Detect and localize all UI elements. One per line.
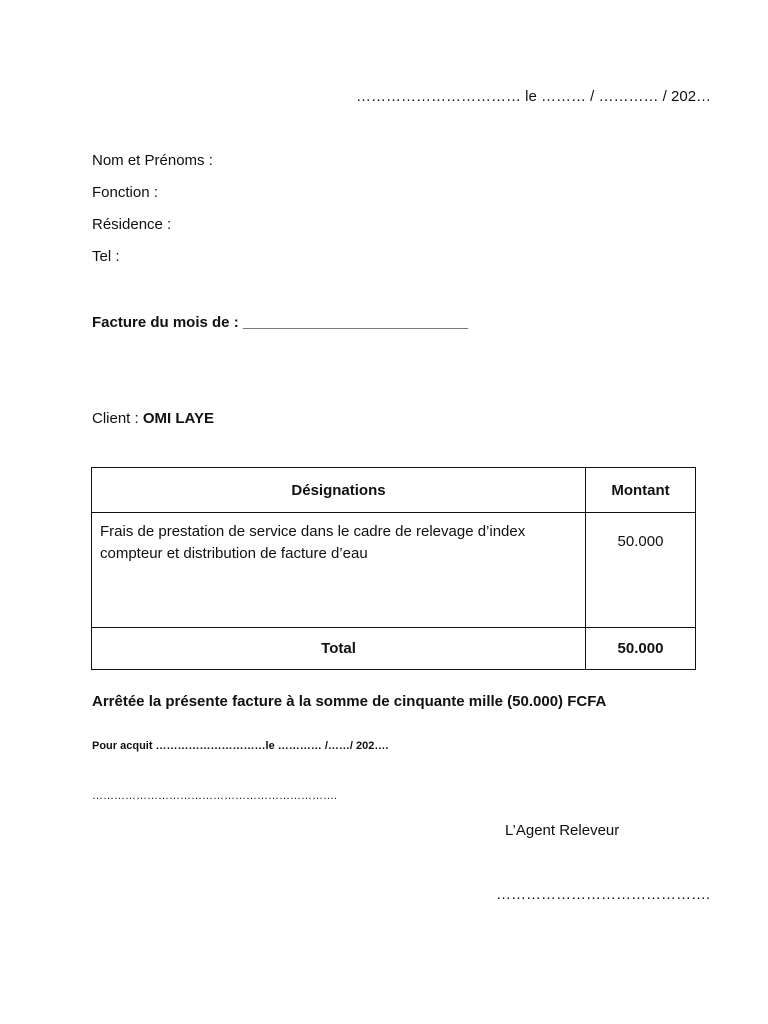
total-label: Total — [92, 628, 586, 670]
invoice-table — [91, 467, 696, 670]
client-name: OMI LAYE — [142, 410, 214, 427]
arrete-statement: Arrêtée la présente facture à la somme de cinquante mille (50.000) FCFA — [92, 693, 607, 710]
invoice-month-label: Facture du mois de : ___________________________ — [92, 314, 469, 331]
residence-field-label: Résidence : — [92, 216, 172, 233]
function-field-label: Fonction : — [92, 184, 158, 201]
table-header-row — [92, 468, 696, 513]
agent-label: L’Agent Releveur — [505, 822, 620, 839]
header-designations: Désignations — [92, 468, 586, 513]
agent-signature-dots: ……………………………………. — [496, 886, 711, 903]
table-row — [92, 513, 696, 628]
signature-dots: …………………………………………………………. — [92, 790, 338, 802]
acquit-line: Pour acquit …………………………le ………… /……/ 202…. — [92, 740, 389, 752]
row-description: Frais de prestation de service dans le cadre de relevage d’index compteur et distribution de facture d’eau — [92, 513, 586, 628]
total-amount: 50.000 — [586, 628, 696, 670]
row-amount: 50.000 — [586, 513, 696, 628]
table-total-row — [92, 628, 696, 670]
tel-field-label: Tel : — [92, 248, 120, 265]
client-label: Client : — [92, 410, 143, 427]
name-field-label: Nom et Prénoms : — [92, 152, 213, 169]
date-place-line: …………………………… le ……… / ………… / 202… — [356, 88, 712, 105]
client-line — [92, 410, 214, 427]
header-amount: Montant — [586, 468, 696, 513]
